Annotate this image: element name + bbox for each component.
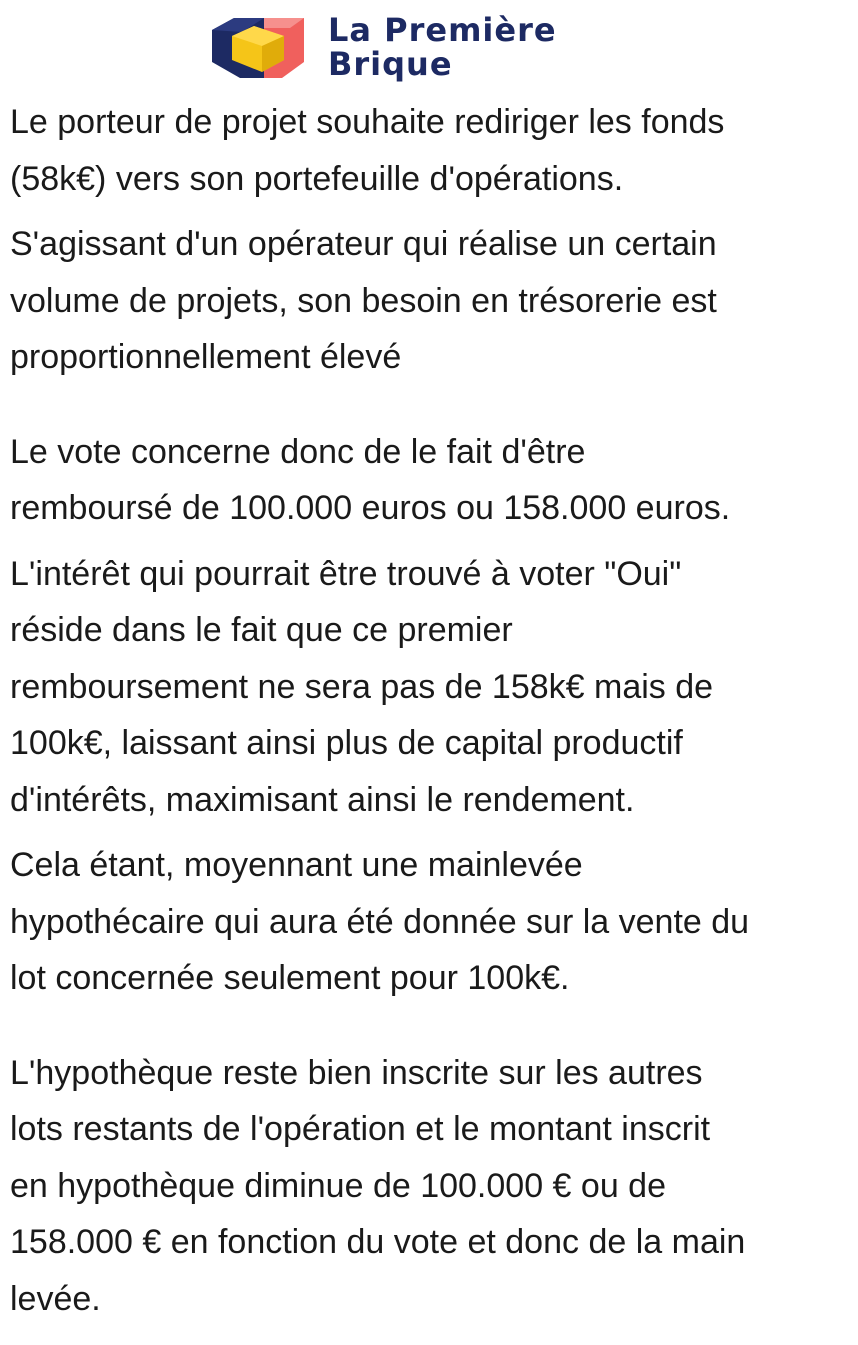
paragraph-vote-subject: Le vote concerne donc de le fait d'être remboursé de 100.000 euros ou 158.000 euros. <box>10 432 731 527</box>
paragraph-hypotheque: L'hypothèque reste bien inscrite sur les autres lots restants de l'opération et le montant inscrit en hypothèque diminue de 100.000 € ou de 158.000 € en fonction du vote et donc de la main levée. <box>10 1053 746 1318</box>
paragraph-redirect-funds: Le porteur de projet souhaite rediriger les fonds (58k€) vers son portefeuille d'opérations. <box>10 103 725 198</box>
brick-logo-icon <box>210 14 306 80</box>
paragraph-vote-yes-interest: L'intérêt qui pourrait être trouvé à voter "Oui" réside dans le fait que ce premier remboursement ne sera pas de 158k€ mais de 100k€, laissant ainsi plus de capital productif d'intérêts, maximisant ainsi le rendement. <box>10 554 714 819</box>
brand-header <box>210 12 630 82</box>
brand-wordmark <box>328 13 557 81</box>
message-body <box>10 94 852 1327</box>
paragraph-mainlevee: Cela étant, moyennant une mainlevée hypothécaire qui aura été donnée sur la vente du lot concernée seulement pour 100k€. <box>10 846 750 997</box>
paragraph-operator-treasury: S'agissant d'un opérateur qui réalise un certain volume de projets, son besoin en trésorerie est proportionnellement élevé <box>10 225 717 376</box>
brand-name-line2: Brique <box>328 45 453 83</box>
brand-name-line1: La Première <box>328 11 557 49</box>
